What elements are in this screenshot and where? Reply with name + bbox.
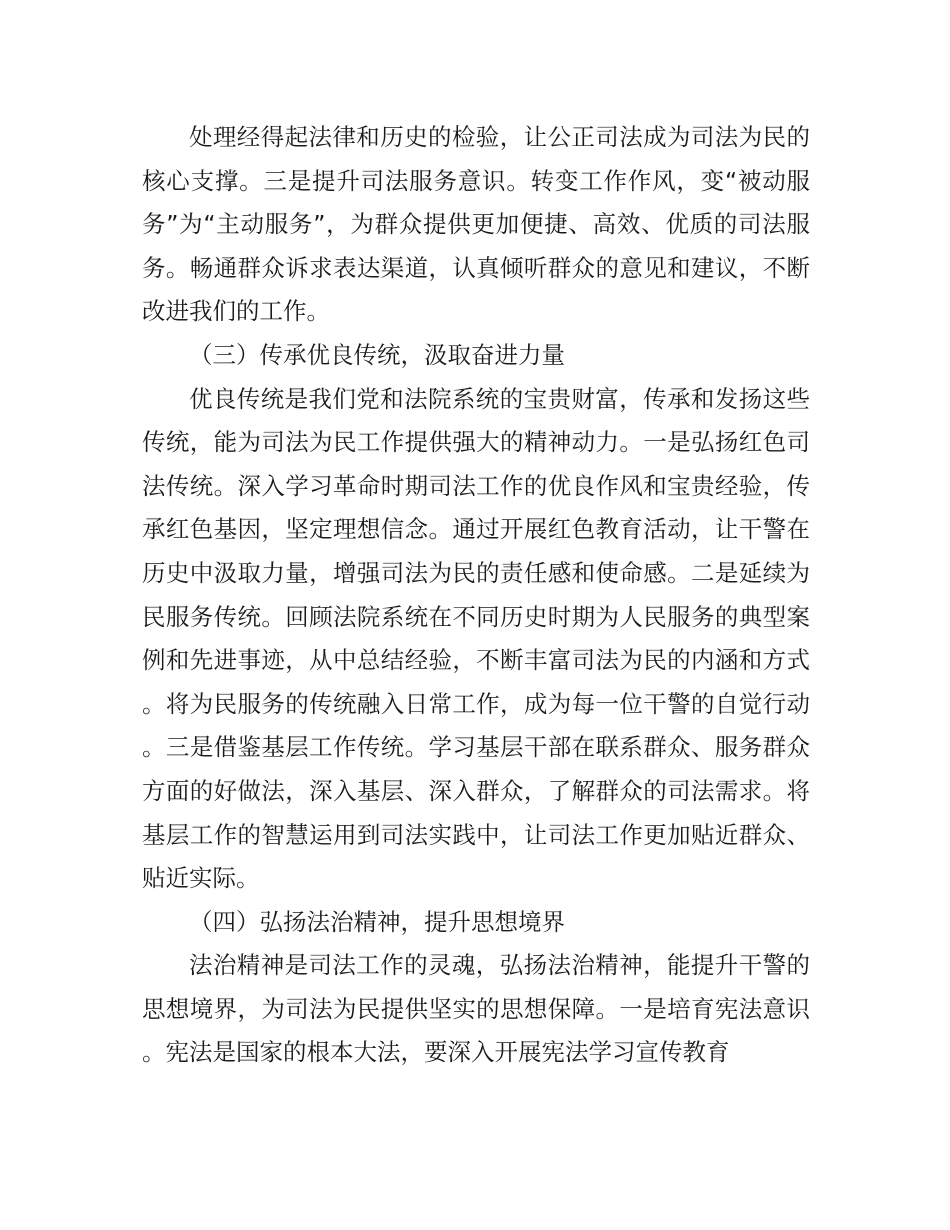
- paragraph-fine-traditions: 优良传统是我们党和法院系统的宝贵财富，传承和发扬这些传统，能为司法为民工作提供强大的精神动力。一是弘扬红色司法传统。深入学习革命时期司法工作的优良作风和宝贵经验，传承红色基因，坚定理想信念。通过开展红色教育活动，让干警在历史中汲取力量，增强司法为民的责任感和使命感。二是延续为民服务传统。回顾法院系统在不同历史时期为人民服务的典型案例和先进事迹，从中总结经验，不断丰富司法为民的内涵和方式。将为民服务的传统融入日常工作，成为每一位干警的自觉行动。三是借鉴基层工作传统。学习基层干部在联系群众、服务群众方面的好做法，深入基层、深入群众，了解群众的司法需求。将基层工作的智慧运用到司法实践中，让司法工作更加贴近群众、贴近实际。: [142, 384, 810, 893]
- document-body: [142, 116, 810, 1075]
- section-heading-four: （四）弘扬法治精神，提升思想境界: [189, 907, 565, 936]
- paragraph-judicial-service: 处理经得起法律和历史的检验，让公正司法成为司法为民的核心支撑。三是提升司法服务意识。转变工作作风，变“被动服务”为“主动服务”，为群众提供更加便捷、高效、优质的司法服务。畅通群众诉求表达渠道，认真倾听群众的意见和建议，不断改进我们的工作。: [142, 123, 810, 326]
- paragraph-rule-of-law-spirit: 法治精神是司法工作的灵魂，弘扬法治精神，能提升干警的思想境界，为司法为民提供坚实的思想保障。一是培育宪法意识。宪法是国家的根本大法，要深入开展宪法学习宣传教育: [142, 951, 810, 1067]
- section-heading-three: （三）传承优良传统，汲取奋进力量: [189, 340, 565, 369]
